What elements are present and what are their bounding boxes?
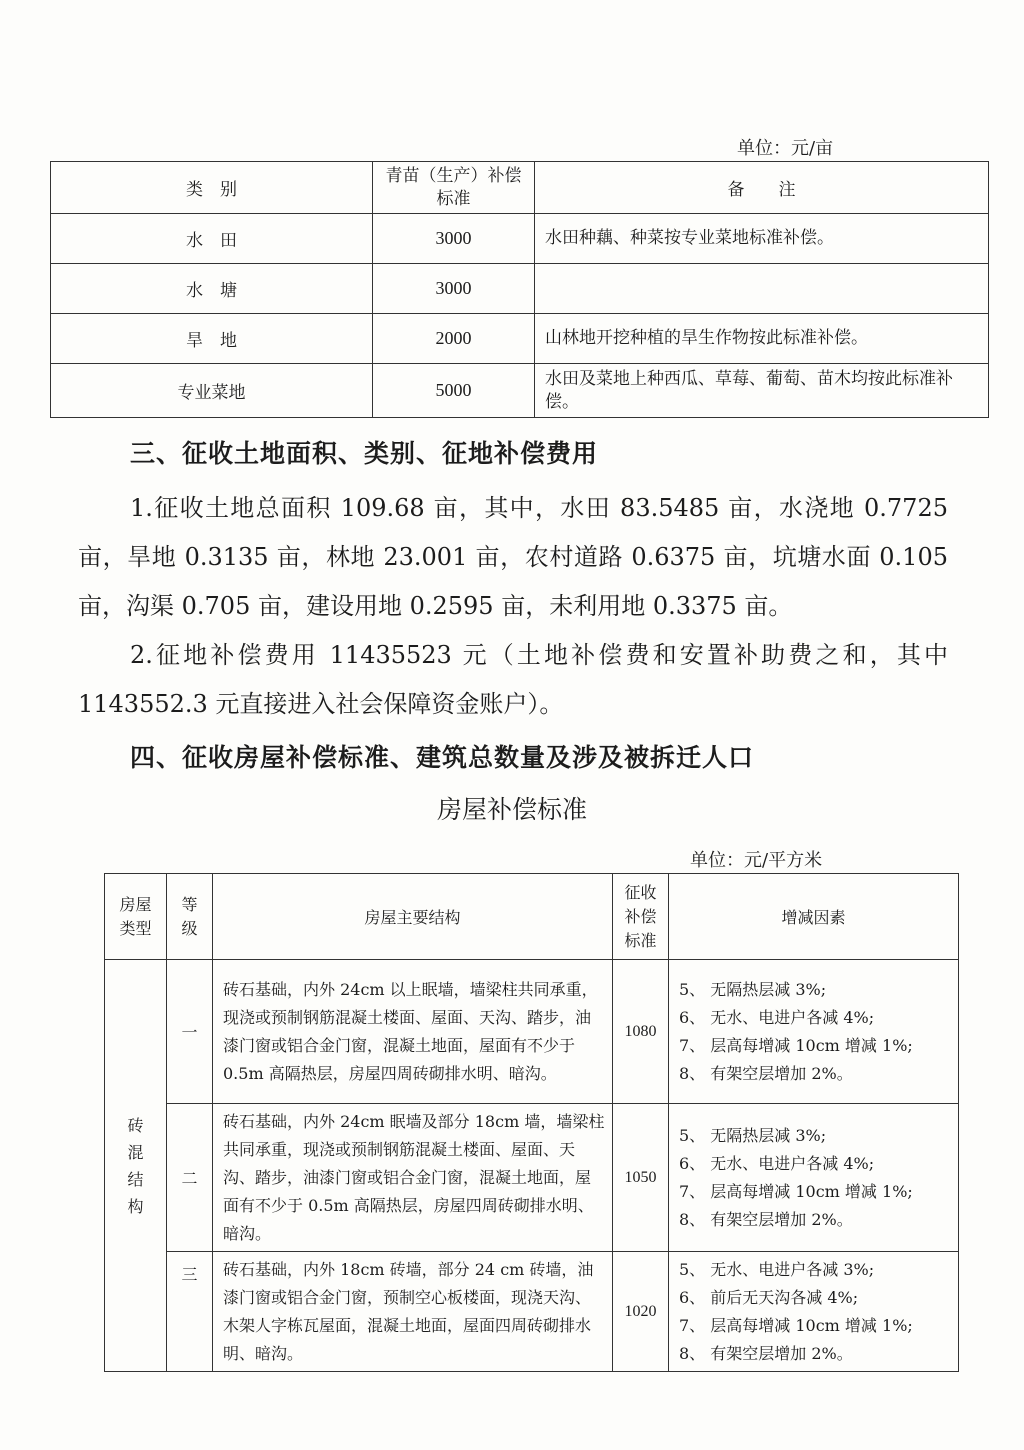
- factor-item: 7、 层高每增减 10cm 增减 1%;: [679, 1035, 913, 1055]
- header-note: 备 注: [535, 162, 989, 214]
- header-structure: 房屋主要结构: [213, 874, 613, 960]
- factor-item: 8、 有架空层增加 2%。: [679, 1063, 853, 1083]
- table-header-row: [51, 162, 989, 214]
- row-factors: [669, 960, 959, 1104]
- header-house-type: 房屋类型: [105, 874, 167, 960]
- table-row: [105, 1104, 959, 1252]
- factor-item: 5、 无水、电进户各减 3%;: [679, 1259, 875, 1279]
- row-structure: 砖石基础，内外 24cm 以上眠墙，墙梁柱共同承重，现浇或预制钢筋混凝土楼面、屋面、天沟、踏步，油漆门窗或铝合金门窗，混凝土地面，屋面有不少于 0.5m 高隔热层，房屋四周砖砌排水明、暗沟。: [213, 960, 613, 1104]
- factor-item: 8、 有架空层增加 2%。: [679, 1209, 853, 1229]
- section-body: [78, 484, 948, 729]
- row-category: 水 田: [51, 214, 373, 264]
- factor-item: 7、 层高每增减 10cm 增减 1%;: [679, 1315, 913, 1335]
- house-compensation-table: [104, 873, 959, 1372]
- table-row: [105, 1252, 959, 1372]
- table-row: [51, 364, 989, 418]
- paragraph: 1.征收土地总面积 109.68 亩，其中，水田 83.5485 亩，水浇地 0.7725 亩，旱地 0.3135 亩，林地 23.001 亩，农村道路 0.6375 亩，坑塘水面 0.105 亩，沟渠 0.705 亩，建设用地 0.2595 亩，未利用地 0.3375 亩。: [78, 494, 948, 620]
- row-category: 水 塘: [51, 264, 373, 314]
- table2-unit: 单位：元/平方米: [690, 850, 823, 871]
- row-category: 专业菜地: [51, 364, 373, 418]
- factor-item: 5、 无隔热层减 3%;: [679, 1125, 827, 1145]
- table-title: 房屋补偿标准: [436, 795, 587, 824]
- table-header-row: [105, 874, 959, 960]
- row-standard: 1050: [613, 1104, 669, 1252]
- row-note: [535, 264, 989, 314]
- crop-compensation-table: [50, 161, 989, 418]
- header-grade: 等级: [167, 874, 213, 960]
- row-note: 山林地开挖种植的旱生作物按此标准补偿。: [535, 314, 989, 364]
- paragraph: 2.征地补偿费用 11435523 元（土地补偿费和安置补助费之和，其中 1143552.3 元直接进入社会保障资金账户）。: [78, 641, 948, 718]
- row-standard: 3000: [373, 214, 535, 264]
- row-standard: 2000: [373, 314, 535, 364]
- row-standard: 5000: [373, 364, 535, 418]
- factor-item: 6、 无水、电进户各减 4%;: [679, 1153, 875, 1173]
- table-row: [51, 214, 989, 264]
- house-type-label: 砖混结构: [105, 960, 167, 1372]
- factor-item: 7、 层高每增减 10cm 增减 1%;: [679, 1181, 913, 1201]
- table1-unit: 单位：元/亩: [737, 138, 834, 159]
- row-grade: 二: [167, 1104, 213, 1252]
- row-category: 旱 地: [51, 314, 373, 364]
- header-category: 类 别: [51, 162, 373, 214]
- row-factors: [669, 1252, 959, 1372]
- row-standard: 1020: [613, 1252, 669, 1372]
- row-grade: 一: [167, 960, 213, 1104]
- table-row: [51, 264, 989, 314]
- row-note: 水田种藕、种菜按专业菜地标准补偿。: [535, 214, 989, 264]
- row-structure: 砖石基础，内外 18cm 砖墙，部分 24 cm 砖墙，油漆门窗或铝合金门窗，预制空心板楼面，现浇天沟、木架人字栋瓦屋面，混凝土地面，屋面四周砖砌排水明、暗沟。: [213, 1252, 613, 1372]
- table-row: [51, 314, 989, 364]
- factor-item: 5、 无隔热层减 3%;: [679, 979, 827, 999]
- row-standard: 3000: [373, 264, 535, 314]
- factor-item: 6、 前后无天沟各减 4%;: [679, 1287, 859, 1307]
- section-heading: 四、征收房屋补偿标准、建筑总数量及涉及被拆迁人口: [130, 743, 755, 772]
- row-grade: 三: [167, 1252, 213, 1372]
- factor-item: 8、 有架空层增加 2%。: [679, 1343, 853, 1363]
- header-standard: 青苗（生产）补偿标准: [373, 162, 535, 214]
- table-row: [105, 960, 959, 1104]
- row-note: 水田及菜地上种西瓜、草莓、葡萄、苗木均按此标准补偿。: [535, 364, 989, 418]
- factor-item: 6、 无水、电进户各减 4%;: [679, 1007, 875, 1027]
- section-heading: 三、征收土地面积、类别、征地补偿费用: [130, 439, 599, 468]
- header-factors: 增减因素: [669, 874, 959, 960]
- row-standard: 1080: [613, 960, 669, 1104]
- row-factors: [669, 1104, 959, 1252]
- row-structure: 砖石基础，内外 24cm 眠墙及部分 18cm 墙，墙梁柱共同承重，现浇或预制钢筋混凝土楼面、屋面、天沟、踏步，油漆门窗或铝合金门窗，混凝土地面，屋面有不少于 0.5m 高隔热层，房屋四周砖砌排水明、暗沟。: [213, 1104, 613, 1252]
- header-standard: 征收补偿标准: [613, 874, 669, 960]
